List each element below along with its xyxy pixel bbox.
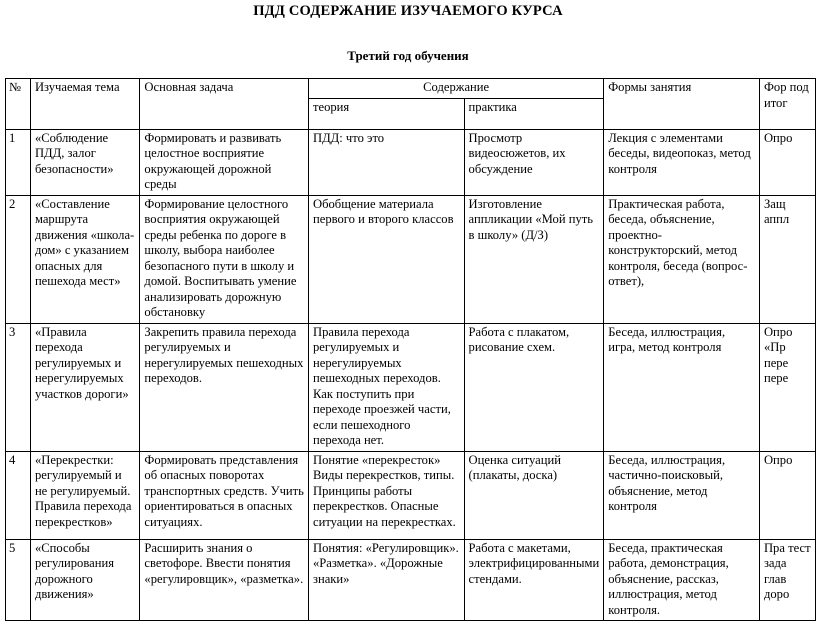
row-control: Опро	[759, 129, 815, 195]
table-row	[6, 539, 816, 621]
row-num: 4	[6, 451, 31, 539]
row-topic: «Способы регулирования дорожного движения»	[30, 539, 139, 621]
document-subtitle: Третий год обучения	[347, 48, 469, 63]
row-theory: Понятие «перекресток» Виды перекрестков, типы. Принципы работы перекрестков. Опасные ситуации на перекрестках.	[309, 451, 465, 539]
row-practice: Работа с плакатом, рисование схем.	[464, 323, 604, 451]
row-practice: Просмотр видеосюжетов, их обсуждение	[464, 129, 604, 195]
row-theory: ПДД: что это	[309, 129, 465, 195]
row-practice: Оценка ситуаций (плакаты, доска)	[464, 451, 604, 539]
row-control: Пра тест зада глав доро	[759, 539, 815, 621]
header-topic: Изучаемая тема	[30, 79, 139, 130]
row-num: 2	[6, 195, 31, 323]
row-forms: Лекция с элементами беседы, видеопоказ, метод контроля	[604, 129, 760, 195]
row-num: 1	[6, 129, 31, 195]
row-num: 3	[6, 323, 31, 451]
row-task: Формировать и развивать целостное восприятие окружающей дорожной среды	[140, 129, 309, 195]
row-theory: Обобщение материала первого и второго классов	[309, 195, 465, 323]
row-topic: «Соблюдение ПДД, залог безопасности»	[30, 129, 139, 195]
header-theory: теория	[309, 98, 465, 129]
header-content: Содержание	[309, 79, 604, 99]
row-theory: Правила перехода регулируемых и нерегулируемых пешеходных переходов. Как поступить при переходе проезжей части, если пешеходного перехода нет.	[309, 323, 465, 451]
row-task: Формировать представления об опасных поворотах транспортных средств. Учить ориентироваться в опасных ситуациях.	[140, 451, 309, 539]
document-title: ПДД СОДЕРЖАНИЕ ИЗУЧАЕМОГО КУРСА	[253, 3, 563, 19]
course-content-table	[5, 78, 816, 621]
table-row	[6, 451, 816, 539]
table-row	[6, 323, 816, 451]
row-forms: Практическая работа, беседа, объяснение, проектно-конструкторский, метод контроля, беседа (вопрос-ответ),	[604, 195, 760, 323]
row-task: Закрепить правила перехода регулируемых и нерегулируемых пешеходных переходов.	[140, 323, 309, 451]
row-forms: Беседа, иллюстрация, игра, метод контроля	[604, 323, 760, 451]
header-forms: Формы занятия	[604, 79, 760, 130]
row-control: Опро «Пр пере пере	[759, 323, 815, 451]
header-control: Фор под итог	[759, 79, 815, 130]
row-practice: Работа с макетами, электрифицированными стендами.	[464, 539, 604, 621]
row-practice: Изготовление аппликации «Мой путь в школу» (Д/З)	[464, 195, 604, 323]
row-num: 5	[6, 539, 31, 621]
row-task: Формирование целостного восприятия окружающей среды ребенка по дороге в школу, выбора наиболее безопасного пути в школу и домой. Воспитывать умение анализировать дорожную обстановку	[140, 195, 309, 323]
row-forms: Беседа, практическая работа, демонстрация, объяснение, рассказ, иллюстрация, метод контроля.	[604, 539, 760, 621]
header-task: Основная задача	[140, 79, 309, 130]
header-practice: практика	[464, 98, 604, 129]
header-num: №	[6, 79, 31, 130]
row-control: Защ аппл	[759, 195, 815, 323]
row-topic: «Правила перехода регулируемых и нерегулируемых участков дороги»	[30, 323, 139, 451]
row-theory: Понятия: «Регулировщик». «Разметка». «Дорожные знаки»	[309, 539, 465, 621]
row-forms: Беседа, иллюстрация, частично-поисковый, объяснение, метод контроля	[604, 451, 760, 539]
row-topic: «Перекрестки: регулируемый и не регулируемый. Правила перехода перекрестков»	[30, 451, 139, 539]
row-control: Опро	[759, 451, 815, 539]
table-header-row	[6, 79, 816, 99]
row-task: Расширить знания о светофоре. Ввести понятия «регулировщик», «разметка».	[140, 539, 309, 621]
row-topic: «Составление маршрута движения «школа-дом» с указанием опасных для пешехода мест»	[30, 195, 139, 323]
table-row	[6, 195, 816, 323]
table-row	[6, 129, 816, 195]
